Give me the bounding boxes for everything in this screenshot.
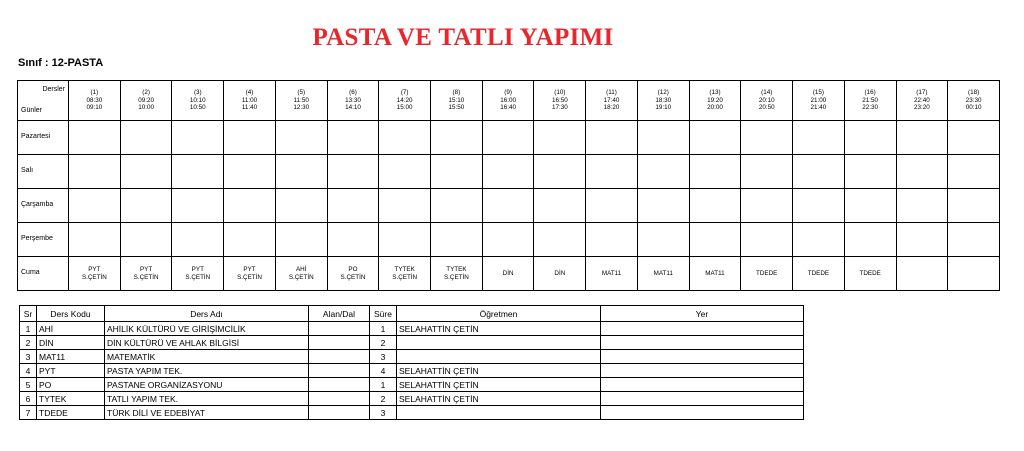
slot-header-18 — [948, 81, 1000, 121]
lesson-cell — [224, 257, 276, 291]
slot-end-time: 16:40 — [500, 104, 516, 112]
slot-number: (2) — [142, 89, 150, 97]
slot-end-time: 10:00 — [138, 104, 154, 112]
lesson-cell — [689, 189, 741, 223]
header-course-name: Ders Adı — [105, 306, 309, 322]
lesson-cell — [741, 223, 793, 257]
slot-start-time: 08:30 — [86, 96, 103, 104]
course-sr: 1 — [20, 322, 37, 336]
slot-header-3 — [172, 81, 224, 121]
lesson-cell — [224, 121, 276, 155]
lesson-cell — [69, 223, 121, 257]
slot-number: (11) — [606, 89, 617, 97]
slot-end-time: 20:50 — [758, 104, 775, 112]
course-duration: 2 — [370, 336, 397, 350]
course-duration: 3 — [370, 406, 397, 420]
course-place — [601, 336, 804, 350]
lesson-cell — [431, 189, 483, 223]
slot-end-time: 11:40 — [241, 104, 258, 112]
lesson-teacher: S.ÇETİN — [81, 273, 107, 281]
lesson-code: MAT11 — [601, 269, 622, 277]
slot-end-time: 15:50 — [448, 104, 465, 112]
slot-header-11 — [586, 81, 638, 121]
slot-end-time: 14:10 — [345, 104, 361, 112]
slot-end-time: 22:30 — [862, 104, 879, 112]
day-name: Cuma — [18, 257, 69, 291]
lesson-cell — [172, 155, 224, 189]
course-field — [309, 392, 370, 406]
course-header-row — [20, 306, 804, 322]
header-duration: Süre — [370, 306, 397, 322]
page-title: PASTA VE TATLI YAPIMI — [312, 24, 614, 51]
lesson-cell — [896, 189, 948, 223]
lesson-cell — [275, 121, 327, 155]
slot-start-time: 14:20 — [396, 96, 413, 104]
slot-start-time: 22:40 — [913, 96, 930, 104]
slot-start-time: 23:30 — [965, 96, 982, 104]
slot-number: (13) — [709, 89, 721, 97]
course-code: TYTEK — [37, 392, 105, 406]
lesson-cell — [586, 121, 638, 155]
lesson-cell — [793, 155, 845, 189]
lesson-code: AHİ — [295, 266, 307, 274]
lesson-cell — [379, 189, 431, 223]
slot-start-time: 10:10 — [189, 96, 206, 104]
lesson-cell — [327, 257, 379, 291]
course-place — [601, 378, 804, 392]
lesson-cell — [689, 155, 741, 189]
lesson-code: TYTEK — [446, 266, 467, 274]
slot-header-15 — [793, 81, 845, 121]
course-code: PYT — [37, 364, 105, 378]
lesson-code: PYT — [88, 266, 101, 274]
lesson-cell — [431, 121, 483, 155]
lesson-cell — [586, 155, 638, 189]
lesson-cell — [327, 155, 379, 189]
course-name: PASTA YAPIM TEK. — [105, 364, 309, 378]
slot-end-time: 12:30 — [293, 104, 310, 112]
day-row — [18, 155, 1000, 189]
slot-start-time: 11:00 — [241, 96, 258, 104]
course-place — [601, 364, 804, 378]
course-field — [309, 350, 370, 364]
slot-number: (6) — [349, 89, 357, 97]
lesson-cell — [224, 189, 276, 223]
lesson-cell — [482, 189, 534, 223]
lesson-teacher: S.ÇETİN — [443, 273, 469, 281]
day-row — [18, 223, 1000, 257]
lesson-cell — [948, 257, 1000, 291]
slot-start-time: 20:10 — [758, 96, 775, 104]
lesson-cell — [948, 155, 1000, 189]
course-code: DİN — [37, 336, 105, 350]
lesson-cell — [844, 223, 896, 257]
course-duration: 1 — [370, 378, 397, 392]
lesson-cell — [689, 257, 741, 291]
lesson-cell — [327, 223, 379, 257]
lesson-cell — [224, 223, 276, 257]
lesson-cell — [224, 155, 276, 189]
slot-number: (10) — [554, 89, 566, 97]
lesson-cell — [120, 189, 172, 223]
slot-end-time: 19:10 — [655, 104, 672, 112]
lesson-code: TYTEK — [394, 266, 415, 274]
slot-header-10 — [534, 81, 586, 121]
slot-end-time: 17:30 — [551, 104, 568, 112]
slot-number: (8) — [452, 89, 461, 97]
day-row — [18, 257, 1000, 291]
lesson-cell — [482, 121, 534, 155]
course-duration: 3 — [370, 350, 397, 364]
slot-start-time: 19:20 — [707, 96, 723, 104]
lesson-cell — [896, 155, 948, 189]
lesson-code: TDEDE — [859, 269, 881, 277]
lesson-cell — [120, 155, 172, 189]
lesson-cell — [586, 223, 638, 257]
header-teacher: Öğretmen — [397, 306, 601, 322]
corner-label-lessons: Dersler — [42, 86, 65, 93]
course-row — [20, 392, 804, 406]
lesson-cell — [379, 121, 431, 155]
lesson-code: PYT — [139, 266, 153, 274]
slot-header-5 — [275, 81, 327, 121]
course-place — [601, 350, 804, 364]
course-list-table — [19, 305, 804, 420]
course-code: PO — [37, 378, 105, 392]
slot-number: (18) — [967, 89, 980, 97]
lesson-cell — [534, 121, 586, 155]
lesson-cell — [741, 189, 793, 223]
lesson-cell — [844, 121, 896, 155]
day-name: Çarşamba — [18, 189, 69, 223]
slot-end-time: 21:40 — [810, 104, 827, 112]
lesson-cell — [275, 155, 327, 189]
course-duration: 1 — [370, 322, 397, 336]
lesson-cell — [637, 121, 689, 155]
lesson-cell — [431, 155, 483, 189]
course-row — [20, 350, 804, 364]
slot-end-time: 18:20 — [603, 104, 620, 112]
lesson-cell — [793, 257, 845, 291]
slot-start-time: 16:50 — [551, 96, 568, 104]
lesson-code: TDEDE — [756, 269, 778, 277]
slot-end-time: 10:50 — [189, 104, 206, 112]
course-row — [20, 336, 804, 350]
lesson-cell — [172, 257, 224, 291]
slot-end-time: 23:20 — [913, 104, 930, 112]
course-place — [601, 406, 804, 420]
lesson-cell — [327, 121, 379, 155]
course-field — [309, 336, 370, 350]
lesson-cell — [69, 121, 121, 155]
course-row — [20, 364, 804, 378]
course-code: TDEDE — [37, 406, 105, 420]
lesson-cell — [586, 189, 638, 223]
lesson-teacher: S.ÇETİN — [392, 273, 418, 281]
course-name: AHİLİK KÜLTÜRÜ VE GİRİŞİMCİLİK — [105, 322, 309, 336]
lesson-cell — [689, 223, 741, 257]
lesson-cell — [379, 223, 431, 257]
lesson-cell — [172, 223, 224, 257]
slot-end-time: 09:10 — [86, 104, 103, 112]
lesson-code: DİN — [554, 269, 566, 277]
slot-header-16 — [844, 81, 896, 121]
lesson-cell — [637, 223, 689, 257]
course-field — [309, 322, 370, 336]
lesson-cell — [793, 189, 845, 223]
slot-start-time: 21:50 — [862, 96, 879, 104]
lesson-cell — [948, 121, 1000, 155]
slot-header-7 — [379, 81, 431, 121]
course-sr: 6 — [20, 392, 37, 406]
lesson-cell — [534, 257, 586, 291]
lesson-cell — [948, 223, 1000, 257]
lesson-code: PYT — [243, 266, 256, 274]
slot-number: (1) — [90, 89, 99, 97]
course-name: TATLI YAPIM TEK. — [105, 392, 309, 406]
lesson-cell — [637, 189, 689, 223]
course-duration: 4 — [370, 364, 397, 378]
slot-start-time: 18:30 — [655, 96, 672, 104]
weekly-schedule-table — [17, 80, 1000, 291]
slot-header-14 — [741, 81, 793, 121]
lesson-cell — [327, 189, 379, 223]
lesson-cell — [69, 155, 121, 189]
lesson-cell — [172, 189, 224, 223]
slot-header-17 — [896, 81, 948, 121]
lesson-cell — [844, 257, 896, 291]
lesson-cell — [275, 223, 327, 257]
course-place — [601, 322, 804, 336]
lesson-cell — [120, 121, 172, 155]
course-place — [601, 392, 804, 406]
slot-header-9 — [482, 81, 534, 121]
slot-header-2 — [120, 81, 172, 121]
slot-number: (15) — [812, 89, 825, 97]
day-name: Salı — [18, 155, 69, 189]
course-teacher: SELAHATTİN ÇETİN — [397, 392, 601, 406]
course-name: MATEMATİK — [105, 350, 309, 364]
lesson-cell — [172, 121, 224, 155]
course-name: PASTANE ORGANİZASYONU — [105, 378, 309, 392]
slot-number: (5) — [297, 89, 306, 97]
lesson-teacher: S.ÇETİN — [340, 273, 366, 281]
lesson-cell — [741, 121, 793, 155]
slot-start-time: 11:50 — [293, 96, 309, 104]
lesson-teacher: S.ÇETİN — [237, 273, 262, 281]
course-name: DİN KÜLTÜRÜ VE AHLAK BİLGİSİ — [105, 336, 309, 350]
lesson-cell — [534, 223, 586, 257]
lesson-cell — [741, 257, 793, 291]
course-field — [309, 406, 370, 420]
slot-end-time: 20:00 — [707, 104, 723, 112]
lesson-cell — [637, 257, 689, 291]
slot-header-8 — [431, 81, 483, 121]
corner-label-days: Günler — [21, 106, 43, 114]
lesson-code: PYT — [191, 266, 204, 274]
schedule-corner-cell — [18, 81, 69, 121]
lesson-cell — [637, 155, 689, 189]
slot-number: (7) — [400, 89, 409, 97]
course-sr: 5 — [20, 378, 37, 392]
course-teacher — [397, 336, 601, 350]
header-field: Alan/Dal — [309, 306, 370, 322]
lesson-cell — [379, 257, 431, 291]
course-code: AHİ — [37, 322, 105, 336]
lesson-teacher: S.ÇETİN — [133, 273, 159, 281]
lesson-code: PO — [348, 266, 358, 274]
lesson-code: MAT11 — [653, 269, 673, 277]
lesson-cell — [896, 257, 948, 291]
course-row — [20, 322, 804, 336]
lesson-cell — [741, 155, 793, 189]
lesson-cell — [379, 155, 431, 189]
lesson-cell — [948, 189, 1000, 223]
lesson-cell — [534, 155, 586, 189]
slot-end-time: 15:00 — [396, 104, 413, 112]
course-teacher: SELAHATTİN ÇETİN — [397, 364, 601, 378]
header-place: Yer — [601, 306, 804, 322]
slot-start-time: 17:40 — [603, 96, 620, 104]
course-sr: 7 — [20, 406, 37, 420]
course-field — [309, 364, 370, 378]
lesson-code: TDEDE — [807, 269, 830, 277]
lesson-cell — [896, 121, 948, 155]
course-teacher — [397, 406, 601, 420]
course-duration: 2 — [370, 392, 397, 406]
lesson-cell — [482, 257, 534, 291]
lesson-code: MAT11 — [705, 269, 725, 277]
header-course-code: Ders Kodu — [37, 306, 105, 322]
day-name: Perşembe — [18, 223, 69, 257]
slot-start-time: 16:00 — [500, 96, 516, 104]
lesson-cell — [69, 189, 121, 223]
slot-header-6 — [327, 81, 379, 121]
lesson-cell — [482, 223, 534, 257]
slot-header-12 — [637, 81, 689, 121]
slot-number: (4) — [245, 89, 254, 97]
course-teacher — [397, 350, 601, 364]
slot-number: (3) — [193, 89, 202, 97]
lesson-cell — [431, 257, 483, 291]
course-sr: 2 — [20, 336, 37, 350]
lesson-cell — [844, 155, 896, 189]
course-sr: 4 — [20, 364, 37, 378]
lesson-cell — [534, 189, 586, 223]
slot-start-time: 13:30 — [345, 96, 361, 104]
day-name: Pazartesi — [18, 121, 69, 155]
lesson-teacher: S.ÇETİN — [288, 273, 314, 281]
slot-start-time: 21:00 — [810, 96, 827, 104]
schedule-header-row — [18, 81, 1000, 121]
lesson-cell — [689, 121, 741, 155]
day-row — [18, 121, 1000, 155]
class-label: Sınıf : 12-PASTA — [18, 57, 104, 69]
lesson-cell — [120, 257, 172, 291]
lesson-teacher: S.ÇETİN — [185, 273, 211, 281]
slot-number: (16) — [864, 89, 876, 97]
slot-number: (14) — [761, 89, 773, 97]
lesson-cell — [793, 121, 845, 155]
slot-header-4 — [224, 81, 276, 121]
lesson-cell — [896, 223, 948, 257]
slot-number: (17) — [916, 89, 928, 97]
course-name: TÜRK DİLİ VE EDEBİYAT — [105, 406, 309, 420]
lesson-cell — [69, 257, 121, 291]
day-row — [18, 189, 1000, 223]
header-sr: Sr — [20, 306, 37, 322]
slot-number: (12) — [657, 89, 669, 97]
lesson-cell — [120, 223, 172, 257]
lesson-cell — [275, 257, 327, 291]
lesson-cell — [844, 189, 896, 223]
slot-end-time: 00:10 — [965, 104, 982, 112]
lesson-cell — [482, 155, 534, 189]
lesson-cell — [431, 223, 483, 257]
course-teacher: SELAHATTİN ÇETİN — [397, 378, 601, 392]
lesson-cell — [586, 257, 638, 291]
course-code: MAT11 — [37, 350, 105, 364]
course-row — [20, 378, 804, 392]
course-field — [309, 378, 370, 392]
course-row — [20, 406, 804, 420]
slot-number: (9) — [504, 89, 512, 97]
course-sr: 3 — [20, 350, 37, 364]
slot-start-time: 15:10 — [448, 96, 465, 104]
lesson-cell — [793, 223, 845, 257]
course-teacher: SELAHATTİN ÇETİN — [397, 322, 601, 336]
slot-header-1 — [69, 81, 121, 121]
slot-header-13 — [689, 81, 741, 121]
lesson-cell — [275, 189, 327, 223]
lesson-code: DİN — [502, 269, 514, 277]
slot-start-time: 09:20 — [138, 96, 154, 104]
